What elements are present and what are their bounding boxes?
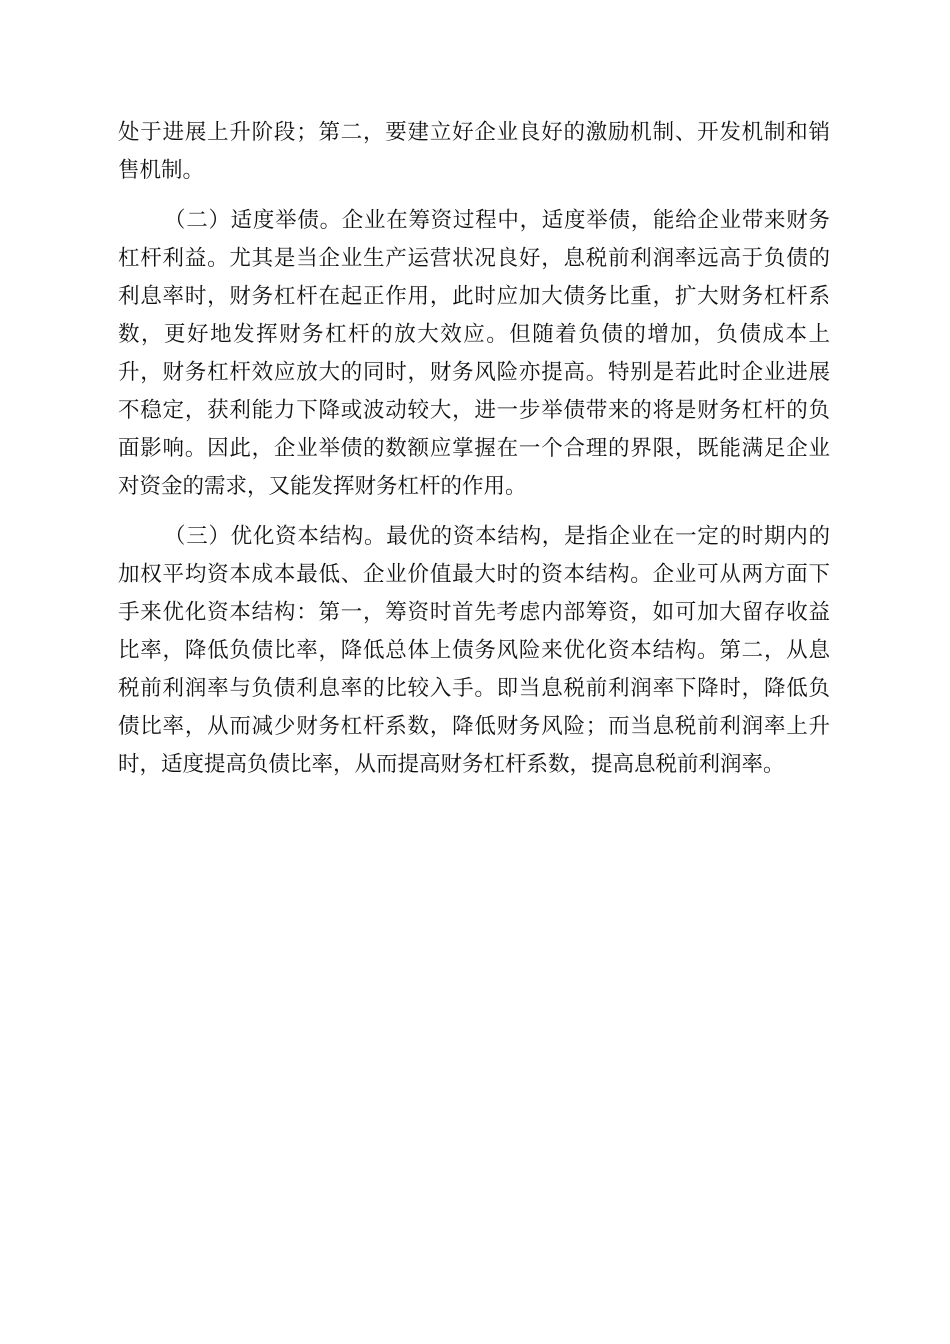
text-line: 比率，降低负债比率，降低总体上债务风险来优化资本结构。第二，从息 <box>118 638 830 663</box>
text-line: 售机制。 <box>118 158 205 183</box>
text-line: 时，适度提高负债比率，从而提高财务杠杆系数，提高息税前利润率。 <box>118 752 785 777</box>
text-line: （三）优化资本结构。最优的资本结构，是指企业在一定的时期内的 <box>164 524 830 549</box>
document-body <box>118 114 830 784</box>
text-line: 面影响。因此，企业举债的数额应掌握在一个合理的界限，既能满足企业 <box>118 436 830 461</box>
paragraph-3 <box>118 518 830 784</box>
text-line: 手来优化资本结构：第一，筹资时首先考虑内部筹资，如可加大留存收益 <box>118 600 830 625</box>
text-line: 税前利润率与负债利息率的比较入手。即当息税前利润率下降时，降低负 <box>118 676 830 701</box>
paragraph-2 <box>118 202 830 506</box>
text-line: 利息率时，财务杠杆在起正作用，此时应加大债务比重，扩大财务杠杆系 <box>118 284 830 309</box>
paragraph-gap <box>118 190 830 202</box>
text-line: （二）适度举债。企业在筹资过程中，适度举债，能给企业带来财务 <box>164 208 830 233</box>
text-line: 债比率，从而减少财务杠杆系数，降低财务风险；而当息税前利润率上升 <box>118 714 830 739</box>
text-line: 不稳定，获利能力下降或波动较大，进一步举债带来的将是财务杠杆的负 <box>118 398 830 423</box>
text-line: 加权平均资本成本最低、企业价值最大时的资本结构。企业可从两方面下 <box>118 562 830 587</box>
text-line: 对资金的需求，又能发挥财务杠杆的作用。 <box>118 474 527 499</box>
paragraph-gap <box>118 506 830 518</box>
text-line: 升，财务杠杆效应放大的同时，财务风险亦提高。特别是若此时企业进展 <box>118 360 830 385</box>
paragraph-1 <box>118 114 830 190</box>
text-line: 数，更好地发挥财务杠杆的放大效应。但随着负债的增加，负债成本上 <box>118 322 830 347</box>
text-line: 杠杆利益。尤其是当企业生产运营状况良好，息税前利润率远高于负债的 <box>118 246 830 271</box>
text-line: 处于进展上升阶段；第二，要建立好企业良好的激励机制、开发机制和销 <box>118 120 830 145</box>
